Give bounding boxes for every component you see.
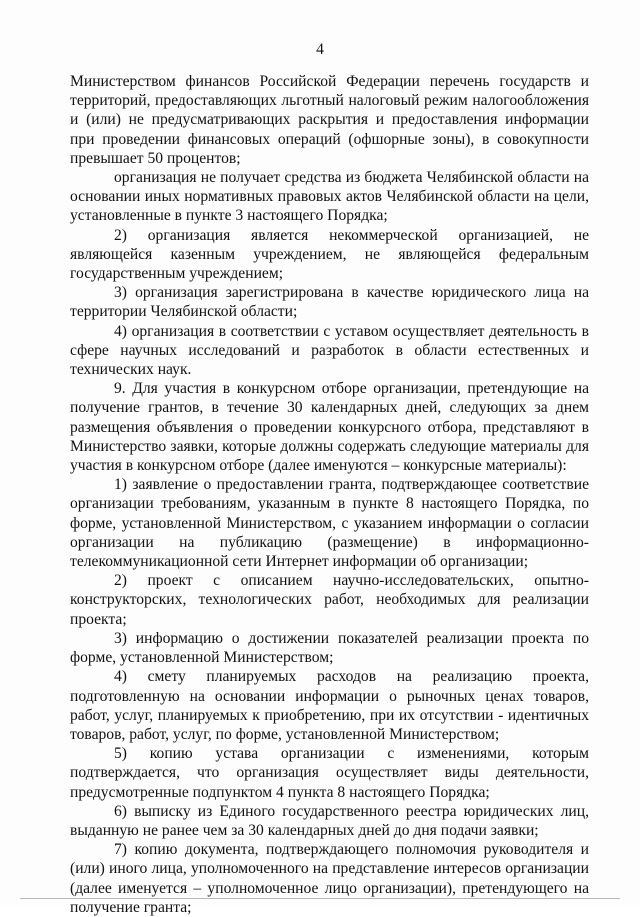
list-item: 3) информацию о достижении показателей реализации проекта по форме, установленной Министерством; bbox=[70, 629, 589, 667]
paragraph: Министерством финансов Российской Федерации перечень государств и территорий, предоставляющих льготный налоговый режим налогообложения и (или) не предусматривающих раскрытия и предоставления информации при проведении финансовых операций (офшорные зоны), в совокупности превышает 50 процентов; bbox=[70, 73, 589, 167]
list-item: 2) проект с описанием научно-исследовательских, опытно-конструкторских, технологических работ, необходимых для реализации проекта; bbox=[70, 572, 589, 628]
list-item: 6) выписку из Единого государственного реестра юридических лиц, выданную не ранее чем за 30 календарных дней до дня подачи заявки; bbox=[70, 802, 589, 839]
list-item: 1) заявление о предоставлении гранта, подтверждающее соответствие организации требованиям, указанным в пункте 8 настоящего Порядка, по форме, установленной Министерством, с указанием информации о согласии организации на публикацию (размещение) в информационно-телекоммуникационной сети Интернет информации об организации; bbox=[70, 476, 589, 571]
document-body bbox=[70, 72, 589, 917]
list-item: 4) смету планируемых расходов на реализацию проекта, подготовленную на основании информации о рыночных ценах товаров, работ, услуг, планируемых к приобретению, при их отсутствии - идентичных товаров, работ, услуг, по форме, установленной Министерством; bbox=[70, 668, 589, 743]
page-number: 4 bbox=[316, 41, 324, 58]
list-item: 5) копию устава организации с изменениями, которым подтверждается, что организация осуществляет виды деятельности, предусмотренные подпунктом 4 пункта 8 настоящего Порядка; bbox=[70, 745, 589, 801]
section-paragraph: 9. Для участия в конкурсном отборе организации, претендующие на получение грантов, в течение 30 календарных дней, следующих за днем размещения объявления о проведении конкурсного отбора, представляют в Министерство заявки, которые должны содержать следующие материалы для участия в конкурсном отборе (далее именуются – конкурсные материалы): bbox=[70, 380, 589, 475]
paragraph: организация не получает средства из бюджета Челябинской области на основании иных нормативных правовых актов Челябинской области на цели, установленные в пункте 3 настоящего Порядка; bbox=[70, 169, 589, 225]
list-item: 3) организация зарегистрирована в качестве юридического лица на территории Челябинской области; bbox=[70, 284, 589, 321]
list-item: 4) организация в соответствии с уставом осуществляет деятельность в сфере научных исследований и разработок в области естественных и технических наук. bbox=[70, 322, 589, 379]
list-item: 7) копию документа, подтверждающего полномочия руководителя и (или) иного лица, уполномоченного на представление интересов организации (далее именуется – уполномоченное лицо организации), претендующего на получение гранта; bbox=[70, 841, 589, 916]
page-bottom-edge bbox=[20, 898, 620, 899]
list-item: 2) организация является некоммерческой организацией, не являющейся казенным учреждением, не являющейся федеральным государственным учреждением; bbox=[70, 226, 589, 283]
